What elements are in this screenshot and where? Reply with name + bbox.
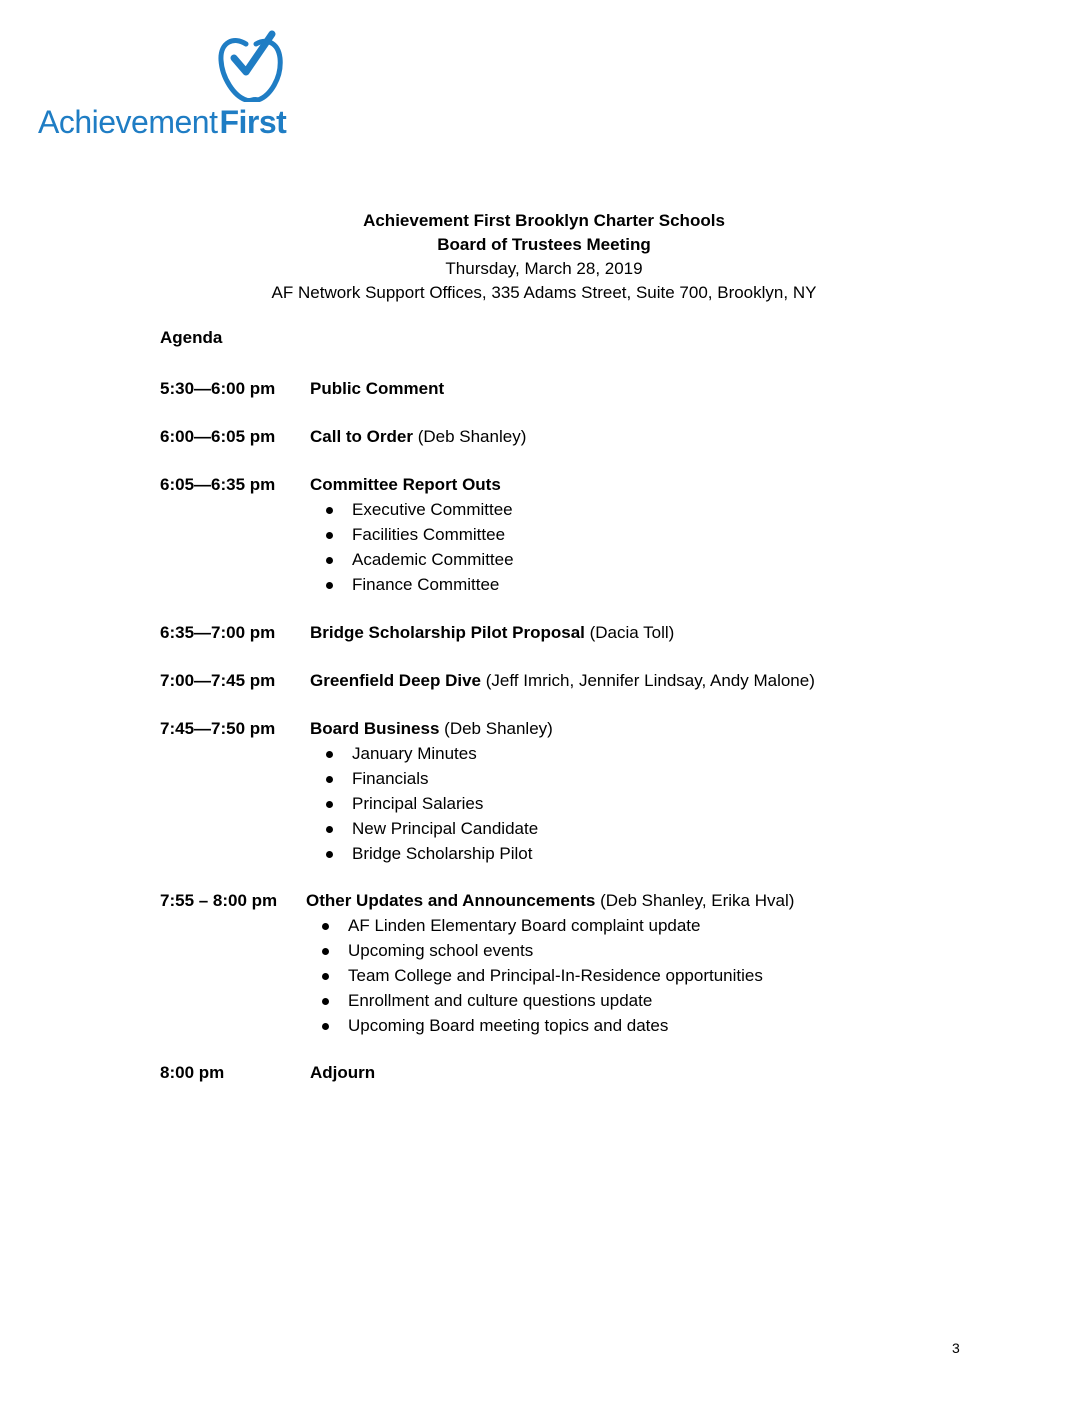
agenda-time: 6:35—7:00 pm — [160, 623, 276, 642]
agenda-time: 7:45—7:50 pm — [160, 719, 276, 738]
agenda-topic-title: Committee Report Outs — [310, 475, 501, 494]
agenda-topic — [310, 472, 501, 497]
agenda-subitem-text: New Principal Candidate — [352, 819, 539, 838]
agenda-time: 7:00—7:45 pm — [160, 671, 276, 690]
agenda-time: 5:30—6:00 pm — [160, 379, 276, 398]
agenda-subitem-text: Upcoming Board meeting topics and dates — [348, 1016, 669, 1035]
meeting-date: Thursday, March 28, 2019 — [445, 259, 643, 278]
organization-name: Achievement First Brooklyn Charter Schools — [363, 211, 725, 230]
bullet-icon — [322, 948, 329, 955]
bullet-icon — [326, 826, 333, 833]
agenda-subitem-text: AF Linden Elementary Board complaint update — [348, 916, 701, 935]
agenda-label: Agenda — [160, 328, 223, 347]
agenda-subitem-text: January Minutes — [352, 744, 477, 763]
agenda-subitem-text: Bridge Scholarship Pilot — [352, 844, 533, 863]
agenda-subitem-text: Facilities Committee — [352, 525, 506, 544]
bullet-icon — [326, 751, 333, 758]
agenda-topic — [310, 668, 815, 693]
agenda-subitem-text: Finance Committee — [352, 575, 500, 594]
bullet-icon — [326, 582, 333, 589]
agenda-time: 8:00 pm — [160, 1063, 225, 1082]
agenda-topic-title: Bridge Scholarship Pilot Proposal — [310, 623, 585, 642]
agenda-topic-title: Call to Order — [310, 427, 413, 446]
agenda-presenter: (Deb Shanley) — [439, 719, 553, 738]
bullet-icon — [326, 557, 333, 564]
agenda-topic-title: Board Business — [310, 719, 440, 738]
agenda-time: 6:05—6:35 pm — [160, 475, 276, 494]
logo-text-bold: First — [219, 104, 287, 140]
agenda-topic-title: Adjourn — [310, 1063, 376, 1082]
agenda-topic — [310, 424, 526, 449]
meeting-title: Board of Trustees Meeting — [437, 235, 651, 254]
bullet-icon — [322, 973, 329, 980]
bullet-icon — [322, 998, 329, 1005]
agenda-subitem-text: Team College and Principal-In-Residence opportunities — [348, 966, 763, 985]
bullet-icon — [322, 1023, 329, 1030]
agenda-presenter: (Jeff Imrich, Jennifer Lindsay, Andy Malone) — [481, 671, 815, 690]
achievement-first-logo — [38, 30, 338, 140]
agenda-subitem-text: Financials — [352, 769, 429, 788]
agenda-subitem-text: Principal Salaries — [352, 794, 484, 813]
logo-wordmark — [38, 104, 286, 140]
agenda-topic — [310, 620, 674, 645]
document-heading — [0, 209, 1088, 305]
agenda-topic-title: Greenfield Deep Dive — [310, 671, 482, 690]
agenda-presenter: (Dacia Toll) — [584, 623, 675, 642]
agenda-presenter: (Deb Shanley, Erika Hval) — [595, 891, 795, 910]
agenda-time: 6:00—6:05 pm — [160, 427, 276, 446]
agenda-subitem-text: Upcoming school events — [348, 941, 534, 960]
agenda-topic — [310, 716, 553, 741]
agenda-presenter: (Deb Shanley) — [412, 427, 527, 446]
agenda-subitem-text: Enrollment and culture questions update — [348, 991, 653, 1010]
agenda-topic-title: Other Updates and Announcements — [306, 891, 596, 910]
page-number: 3 — [952, 1340, 960, 1356]
apple-checkmark-icon — [216, 30, 286, 102]
agenda-subitem-text: Academic Committee — [352, 550, 514, 569]
agenda-topic-title: Public Comment — [310, 379, 445, 398]
bullet-icon — [326, 507, 333, 514]
bullet-icon — [322, 923, 329, 930]
logo-text-main: Achievement — [38, 104, 218, 140]
agenda-subitem-text: Executive Committee — [352, 500, 513, 519]
bullet-icon — [326, 801, 333, 808]
bullet-icon — [326, 776, 333, 783]
agenda-topic — [306, 888, 794, 913]
bullet-icon — [326, 851, 333, 858]
agenda-topic — [310, 376, 444, 401]
meeting-location: AF Network Support Offices, 335 Adams Street, Suite 700, Brooklyn, NY — [271, 283, 817, 302]
bullet-icon — [326, 532, 333, 539]
agenda-topic — [310, 1060, 375, 1085]
agenda-time: 7:55 – 8:00 pm — [160, 891, 278, 910]
